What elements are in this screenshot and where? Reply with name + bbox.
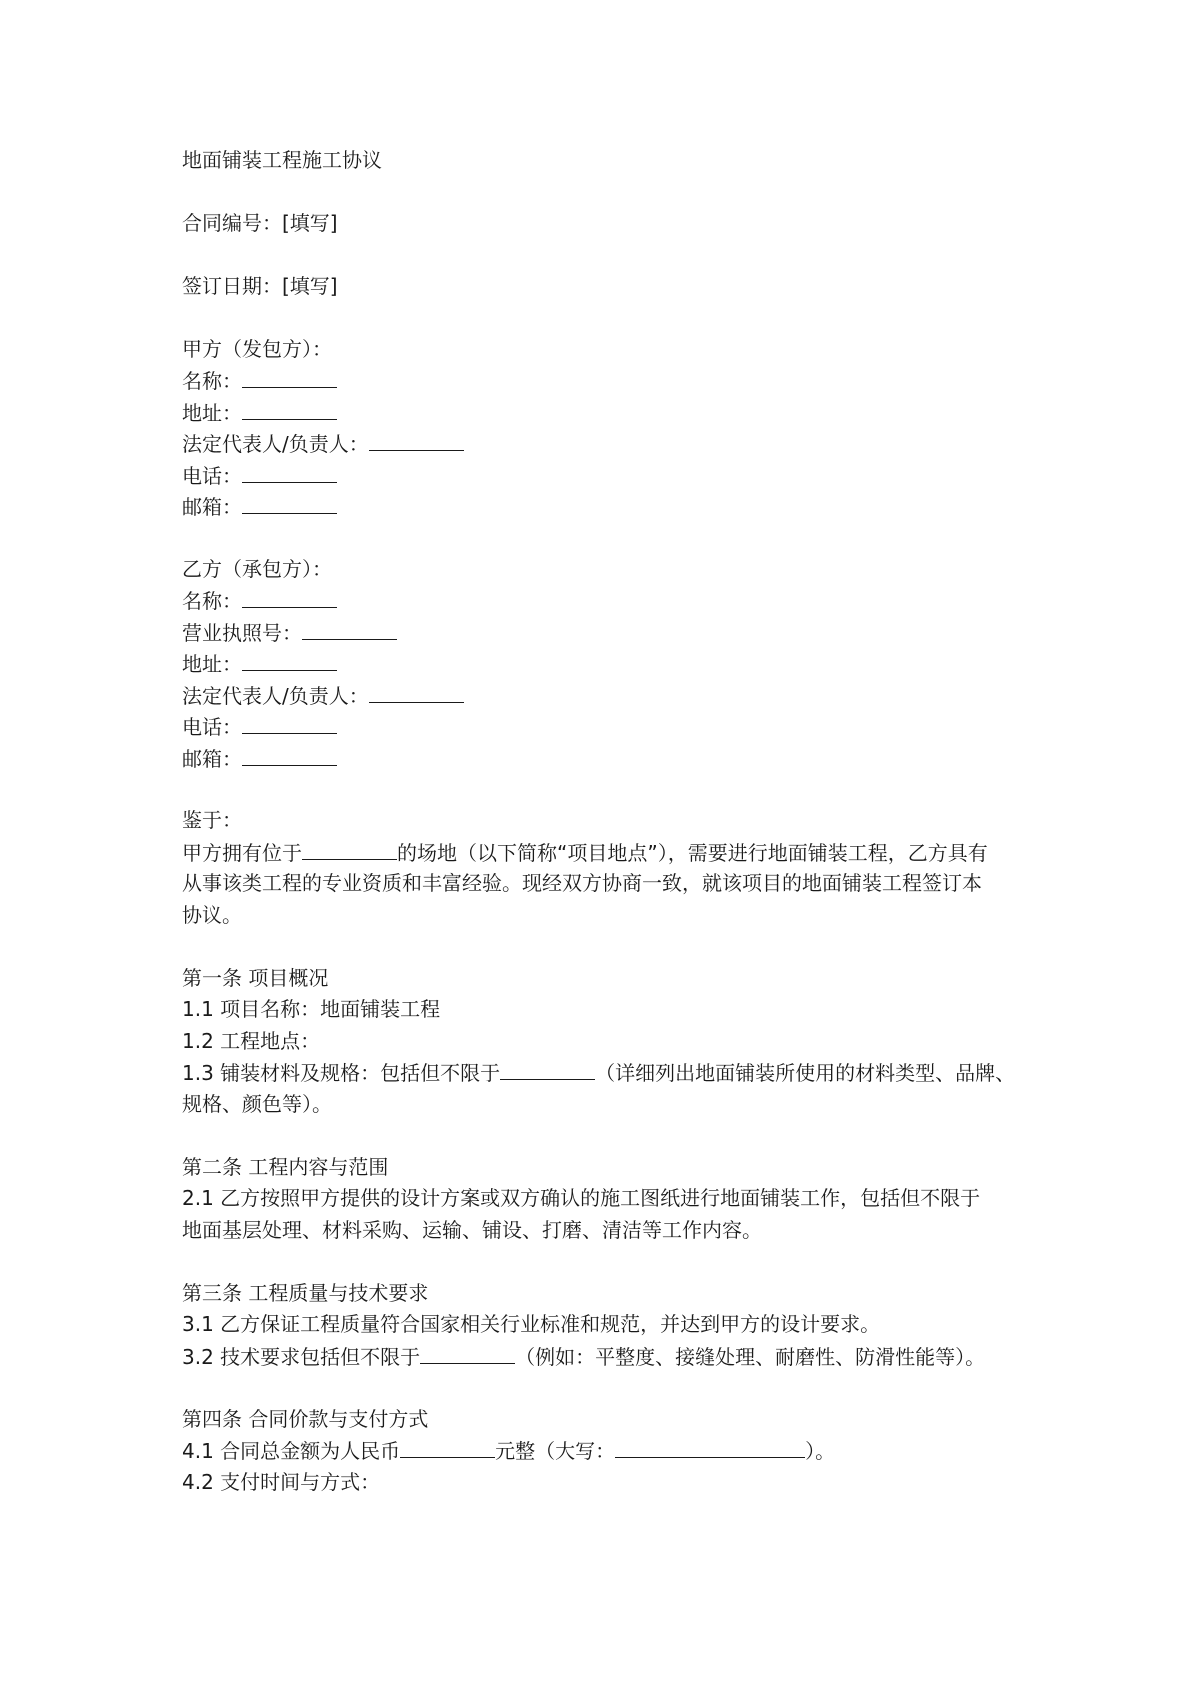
sign-date-label: 签订日期： bbox=[182, 274, 282, 298]
article-3-heading: 第三条 工程质量与技术要求 bbox=[182, 1281, 429, 1305]
blank-line bbox=[242, 400, 337, 420]
document-title: 地面铺装工程施工协议 bbox=[182, 148, 382, 172]
blank-line bbox=[302, 840, 397, 860]
recital-heading: 鉴于： bbox=[182, 808, 242, 832]
article-text: ）。 bbox=[805, 1439, 836, 1463]
article-text: 1.3 铺装材料及规格：包括但不限于 bbox=[182, 1061, 501, 1085]
article-1-3 bbox=[182, 1060, 1015, 1085]
party-a-email-label: 邮箱： bbox=[182, 495, 242, 519]
article-2-1: 2.1 乙方按照甲方提供的设计方案或双方确认的施工图纸进行地面铺装工作，包括但不限于 bbox=[182, 1186, 981, 1210]
party-a-phone-label: 电话： bbox=[182, 464, 242, 488]
article-text: 4.1 合同总金额为人民币 bbox=[182, 1439, 401, 1463]
sign-date bbox=[182, 274, 338, 298]
blank-line bbox=[615, 1438, 805, 1458]
blank-line bbox=[369, 683, 464, 703]
article-2-heading: 第二条 工程内容与范围 bbox=[182, 1155, 389, 1179]
party-a-phone bbox=[182, 463, 337, 488]
blank-line bbox=[242, 494, 337, 514]
recital-text: 甲方拥有位于 bbox=[182, 841, 302, 865]
party-b-rep-label: 法定代表人/负责人： bbox=[182, 684, 369, 708]
article-4-2: 4.2 支付时间与方式： bbox=[182, 1470, 381, 1494]
recital-text: 的场地（以下简称“项目地点”），需要进行地面铺装工程，乙方具有 bbox=[397, 841, 988, 865]
article-text: （详细列出地面铺装所使用的材料类型、品牌、 bbox=[595, 1061, 1016, 1085]
blank-line bbox=[242, 651, 337, 671]
blank-line bbox=[242, 714, 337, 734]
party-b-email-label: 邮箱： bbox=[182, 747, 242, 771]
recital-line-1 bbox=[182, 840, 988, 865]
article-text: 元整（大写： bbox=[495, 1439, 616, 1463]
article-1-1: 1.1 项目名称：地面铺装工程 bbox=[182, 997, 441, 1021]
article-4-1 bbox=[182, 1438, 835, 1463]
party-a-email bbox=[182, 494, 337, 519]
party-b-license bbox=[182, 620, 397, 645]
blank-line bbox=[242, 463, 337, 483]
party-b-name-label: 名称： bbox=[182, 589, 242, 613]
party-a-address bbox=[182, 400, 337, 425]
article-text: （例如：平整度、接缝处理、耐磨性、防滑性能等）。 bbox=[515, 1345, 986, 1369]
sign-date-value: [填写] bbox=[282, 274, 338, 298]
blank-line bbox=[500, 1060, 595, 1080]
party-a-rep-label: 法定代表人/负责人： bbox=[182, 432, 369, 456]
contract-number-value: [填写] bbox=[282, 211, 338, 235]
party-a-address-label: 地址： bbox=[182, 401, 242, 425]
party-b-phone bbox=[182, 714, 337, 739]
recital-line-3: 协议。 bbox=[182, 903, 242, 927]
article-4-heading: 第四条 合同价款与支付方式 bbox=[182, 1407, 429, 1431]
blank-line bbox=[242, 588, 337, 608]
party-b-rep bbox=[182, 683, 464, 708]
party-a-name bbox=[182, 368, 337, 393]
party-a-rep bbox=[182, 431, 464, 456]
blank-line bbox=[242, 746, 337, 766]
party-b-email bbox=[182, 746, 337, 771]
blank-line bbox=[302, 620, 397, 640]
party-b-address bbox=[182, 651, 337, 676]
contract-number-label: 合同编号： bbox=[182, 211, 282, 235]
article-3-2 bbox=[182, 1344, 985, 1369]
party-b-address-label: 地址： bbox=[182, 652, 242, 676]
article-1-heading: 第一条 项目概况 bbox=[182, 966, 329, 990]
blank-line bbox=[369, 431, 464, 451]
article-1-3-cont: 规格、颜色等）。 bbox=[182, 1092, 332, 1116]
party-a-name-label: 名称： bbox=[182, 369, 242, 393]
contract-number bbox=[182, 211, 338, 235]
article-text: 3.2 技术要求包括但不限于 bbox=[182, 1345, 421, 1369]
blank-line bbox=[400, 1438, 495, 1458]
article-1-2: 1.2 工程地点： bbox=[182, 1029, 321, 1053]
party-b-license-label: 营业执照号： bbox=[182, 621, 302, 645]
party-b-name bbox=[182, 588, 337, 613]
article-3-1: 3.1 乙方保证工程质量符合国家相关行业标准和规范，并达到甲方的设计要求。 bbox=[182, 1312, 881, 1336]
party-b-heading: 乙方（承包方）： bbox=[182, 557, 332, 581]
blank-line bbox=[420, 1344, 515, 1364]
article-2-1-cont: 地面基层处理、材料采购、运输、铺设、打磨、清洁等工作内容。 bbox=[182, 1218, 762, 1242]
blank-line bbox=[242, 368, 337, 388]
recital-line-2: 从事该类工程的专业资质和丰富经验。现经双方协商一致，就该项目的地面铺装工程签订本 bbox=[182, 871, 982, 895]
party-a-heading: 甲方（发包方）： bbox=[182, 337, 332, 361]
party-b-phone-label: 电话： bbox=[182, 715, 242, 739]
